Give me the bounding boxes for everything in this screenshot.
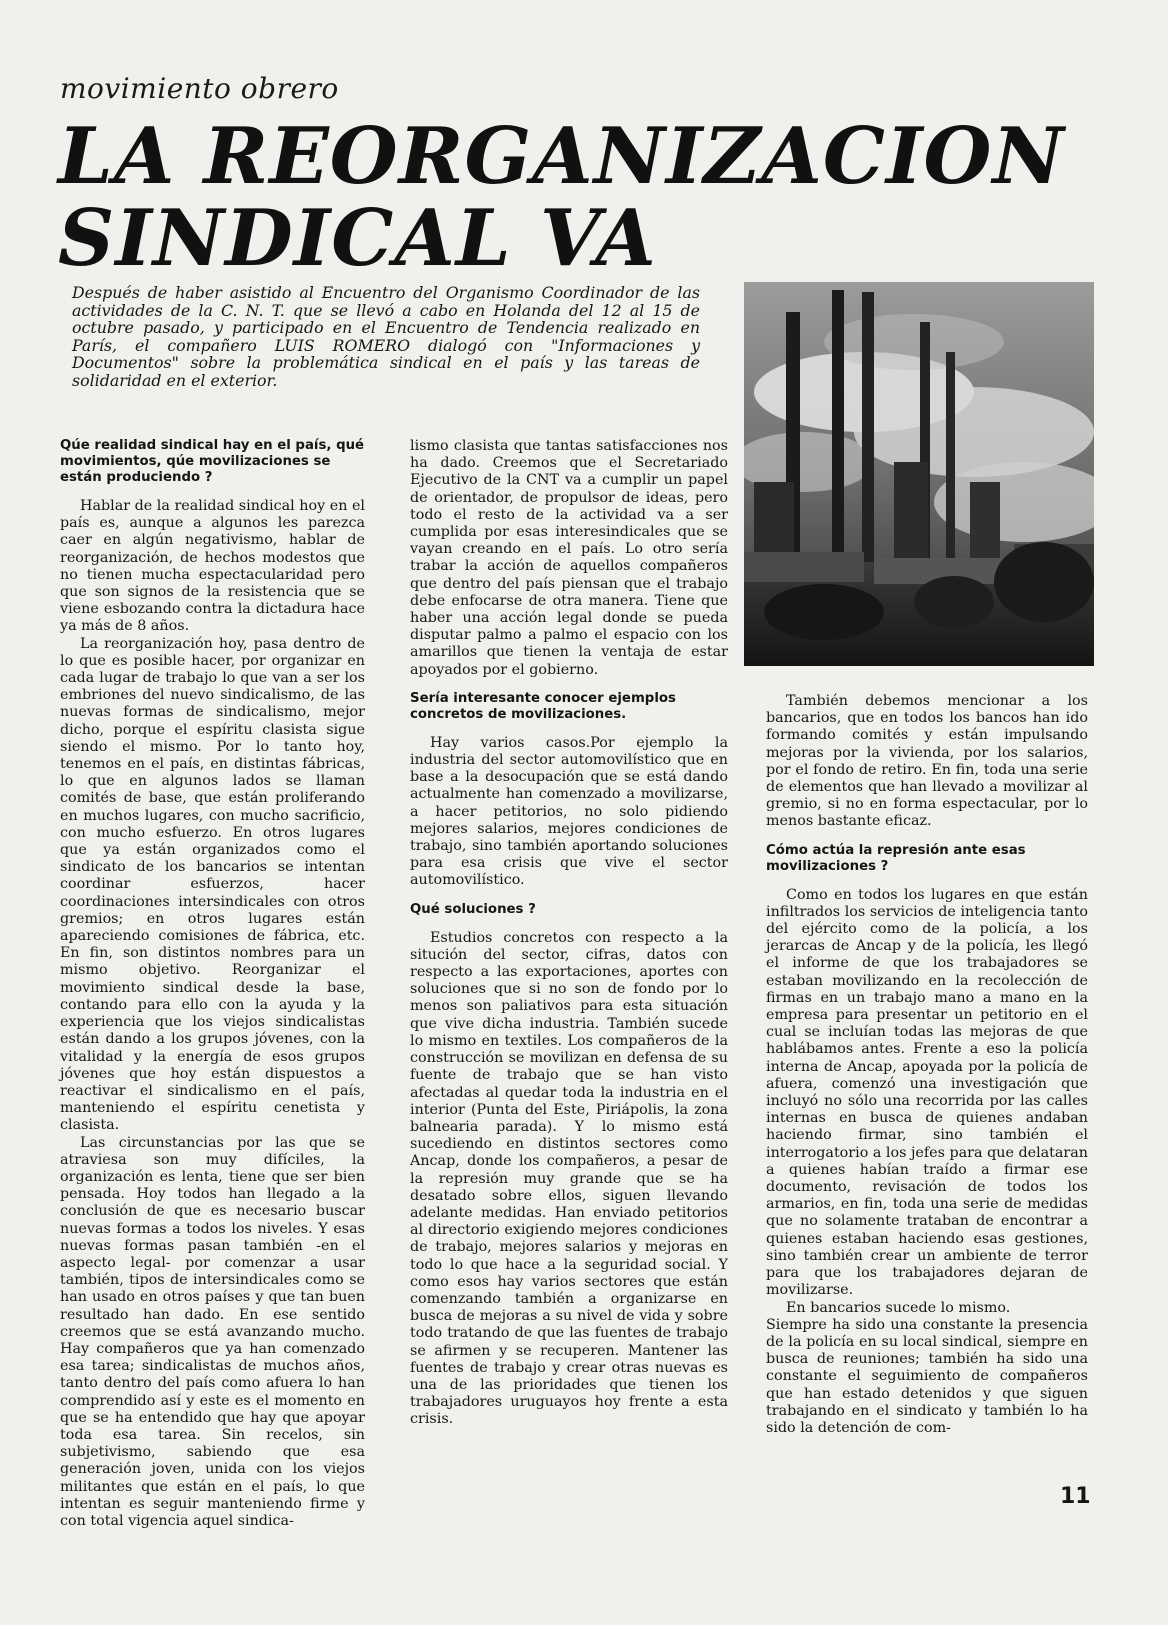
- answer-paragraph: Las circunstancias por las que se atraviesa son muy difíciles, la organización es lenta, tiene que ser bien pensada. Hoy todos han llegado a la conclusión de que es necesario buscar nuevas formas a todos los niveles. Y esas nuevas formas pasan también -en el aspecto legal- por comenzar a usar también, tipos de intersindicales como se han usado en otros países y que tan buen resultado han dado. En ese sentido creemos que se está avanzando mucho. Hay compañeros que ya han comenzado esa tarea; sindicalistas de muchos años, tanto dentro del país como afuera lo han comprendido así y este es el momento en que se ha entendido que hay que apoyar toda esa tarea. Sin recelos, sin subjetivismo, sabiendo que esa generación joven, unida con los viejos militantes que están en el país, lo que intentan es seguir manteniendo firme y con total vigencia aquel sindica-: [60, 1134, 365, 1529]
- page-number: 11: [1060, 1484, 1091, 1509]
- column-2: [410, 438, 728, 1429]
- headline-line-1: LA REORGANIZACION: [58, 111, 1065, 202]
- column-1: [60, 438, 365, 1530]
- question-3: Qué soluciones ?: [410, 901, 536, 917]
- question-2: Sería interesante conocer ejemplos concretos de movilizaciones.: [410, 690, 676, 722]
- question-4: Cómo actúa la represión ante esas movilizaciones ?: [766, 842, 1026, 874]
- answer-paragraph: Hablar de la realidad sindical hoy en el país es, aunque a algunos les parezca caer en algún negativismo, hablar de reorganización, de hechos modestos que no tienen mucha espectacularidad pero que son signos de la resistencia que se viene esbozando contra la dictadura hace ya más de 8 años.: [60, 498, 365, 635]
- question-1: Qúe realidad sindical hay en el país, qué movimientos, qúe movilizaciones se están produciendo ?: [60, 438, 365, 485]
- answer-paragraph: Hay varios casos.Por ejemplo la industria del sector automovilístico que en base a la desocupación que se está dando actualmente han comenzado a movilizarse, a hacer petitorios, no solo pidiendo mejores salarios, mejores condiciones de trabajo, sino también aportando soluciones para esa crisis que vive el sector automovilístico.: [410, 734, 728, 889]
- column-3: [766, 693, 1088, 1437]
- answer-paragraph: En bancarios sucede lo mismo.: [786, 1299, 1011, 1316]
- answer-paragraph: También debemos mencionar a los bancarios, que en todos los bancos han ido formando comités y están impulsando mejoras por la vivienda, por los salarios, por el fondo de retiro. En fin, toda una serie de elementos que han llevado a movilizar al gremio, si no en forma espectacular, por lo menos bastante eficaz.: [766, 693, 1088, 830]
- intro-paragraph: Después de haber asistido al Encuentro del Organismo Coordinador de las actividades de la C. N. T. que se llevó a cabo en Holanda del 12 al 15 de octubre pasado, y participado en el Encuentro de Tendencia realizado en París, el compañero LUIS ROMERO dialogó con "Informaciones y Documentos" sobre la problemática sindical en el país y las tareas de solidaridad en el exterior.: [72, 283, 700, 390]
- answer-paragraph: Como en todos los lugares en que están infiltrados los servicios de inteligencia tanto del ejército como de la policía, a los jerarcas de Ancap y de la policía, les llegó el informe de que los trabajadores se estaban movilizando en la recolección de firmas en un trabajo mano a mano en la empresa para presentar un petitorio en el cual se incluían todas las mejoras de que hablábamos antes. Frente a eso la policía interna de Ancap, apoyada por la policía de afuera, comenzó una investigación que incluyó no sólo una recorrida por las calles internas en busca de quienes andaban haciendo firmar, sino también el interrogatorio a los jefes para que delataran a quienes habían traído a firmar ese documento, revisación de todos los armarios, en fin, toda una serie de medidas que no solamente trataban de encontrar a quienes estaban haciendo esas gestiones, sino también crear un ambiente de terror para que los trabajadores dejaran de movilizarse.: [766, 886, 1088, 1299]
- headline-line-2: SINDICAL VA: [58, 193, 657, 284]
- section-label: movimiento obrero: [60, 72, 339, 105]
- answer-paragraph: lismo clasista que tantas satisfacciones nos ha dado. Creemos que el Secretariado Ejecutivo de la CNT va a cumplir un papel de orientador, de propulsor de ideas, pero todo el resto de la actividad va a ser cumplida por esas interesindicales que se vayan creando en el país. Lo otro sería trabar la acción de aquellos compañeros que dentro del país piensan que el trabajo debe enfocarse de otra manera. Tiene que haber una acción legal donde se pueda disputar palmo a palmo el espacio con los amarillos que tienen la ventaja de estar apoyados por el gobierno.: [410, 438, 728, 678]
- answer-paragraph: Estudios concretos con respecto a la situción del sector, cifras, datos con respecto a las exportaciones, aportes con soluciones que si no son de fondo por lo menos son paliativos para esta situación que vive dicha industria. También sucede lo mismo en textiles. Los compañeros de la construcción se movilizan en defensa de su fuente de trabajo que se han visto afectadas al quedar toda la industria en el interior (Punta del Este, Piriápolis, la zona balnearia parada). Y lo mismo está sucediendo en distintos sectores como Ancap, donde los compañeros, a pesar de la represión muy grande que se ha desatado sobre ellos, siguen llevando adelante medidas. Han enviado petitorios al directorio exigiendo mejores condiciones de trabajo, mejores salarios y mejoras en todo lo que hace a la seguridad social. Y como esos hay varios sectores que están comenzando también a organizarse en busca de mejoras a su nivel de vida y sobre todo tratando de que las fuentes de trabajo se afirmen y se recuperen. Mantener las fuentes de trabajo y crear otras nuevas es una de las prioridades que tienen los trabajadores uruguayos hoy frente a esta crisis.: [410, 929, 728, 1428]
- answer-paragraph: La reorganización hoy, pasa dentro de lo que es posible hacer, por organizar en cada lugar de trabajo lo que van a ser los embriones del nuevo sindicalismo, de las nuevas formas de sindicalismo, mejor dicho, porque el espíritu clasista sigue siendo el mismo. Por lo tanto hoy, tenemos en el país, en distintas fábricas, lo que en algunos lados se llaman comités de base, que están proliferando en muchos lugares, con mucho sacrificio, con mucho esfuerzo. En otros lugares que ya están organizados como el sindicato de los bancarios se intentan coordinar esfuerzos, hacer coordinaciones intersindicales con otros gremios; en otros lugares están apareciendo comisiones de fábrica, etc. En fin, son distintos nombres para un mismo objetivo. Reorganizar el movimiento sindical desde la base, contando para ello con la ayuda y la experiencia que los viejos sindicalistas están dando a los grupos jóvenes, con la vitalidad y la energía de esos grupos jóvenes que hoy están dispuestos a reactivar el sindicalismo en el país, manteniendo el espíritu cenetista y clasista.: [60, 635, 365, 1134]
- factory-smokestacks-photo: [744, 282, 1094, 666]
- answer-paragraph: Siempre ha sido una constante la presencia de la policía en su local sindical, siempre en busca de reuniones; también ha sido una constante el seguimiento de compañeros que han estado detenidos y que siguen trabajando en el sindicato y también lo ha sido la detención de com-: [766, 1316, 1088, 1436]
